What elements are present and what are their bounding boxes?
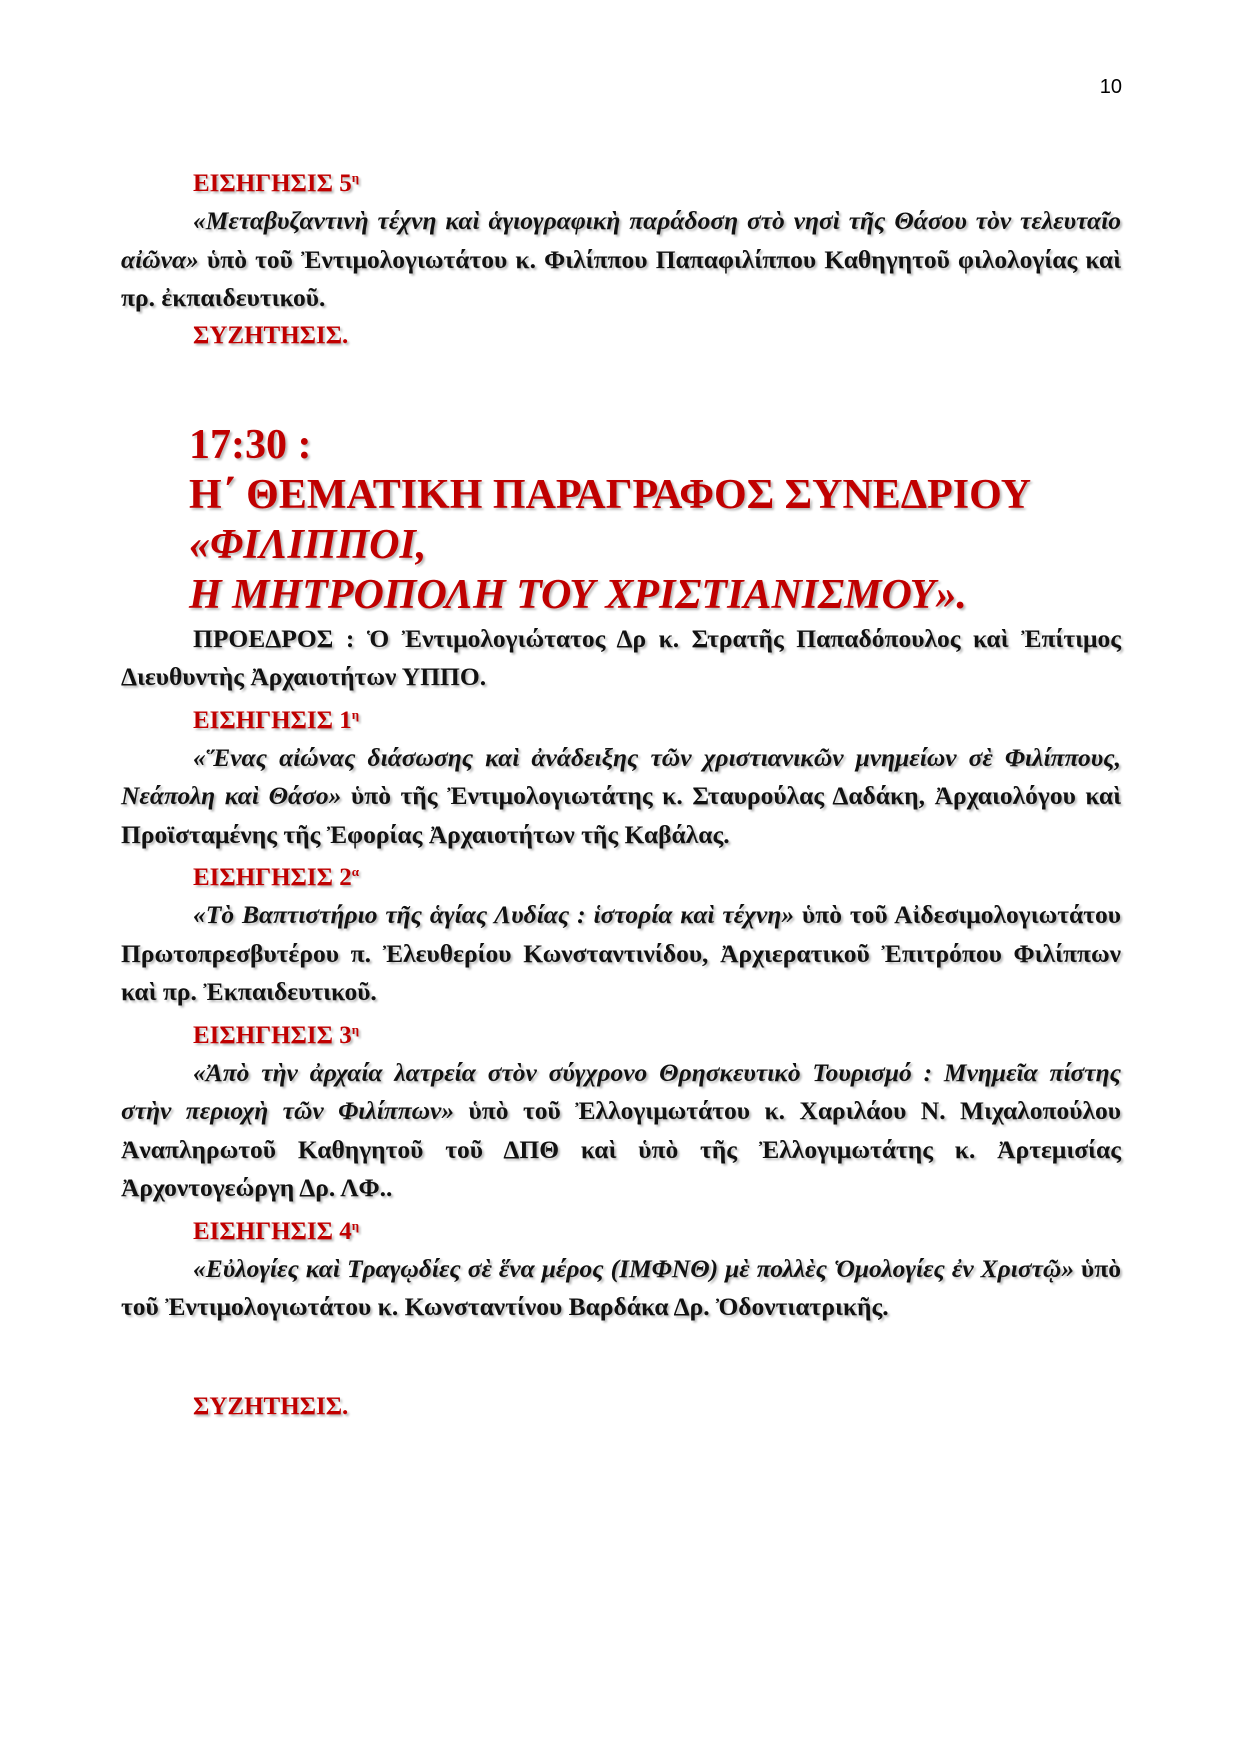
talk-heading-label: ΕΙΣΗΓΗΣΙΣ 5 — [193, 170, 352, 197]
talk-description-4 — [121, 1250, 1121, 1327]
talk-heading-ordinal: η — [351, 706, 360, 722]
page-number: 10 — [1099, 76, 1122, 98]
talk-description-2 — [121, 896, 1121, 1012]
talk-heading-label: ΕΙΣΗΓΗΣΙΣ 4 — [193, 1217, 352, 1245]
session-title-text: Η ΜΗΤΡΟΠΟΛΗ ΤΟΥ ΧΡΙΣΤΙΑΝΙΣΜΟΥ». — [189, 571, 967, 618]
discussion-label-final: ΣΥΖΗΤΗΣΙΣ. — [193, 1392, 349, 1420]
session-title-text: «ΦΙΛΙΠΠΟΙ, — [189, 521, 427, 568]
talk-title: «Ἀπὸ τὴν ἀρχαία λατρεία στὸν σύγχρονο Θρησκευτικὸ Τουρισμό : Μνημεῖα πίστης στὴν περιοχὴ τῶν Φιλίππων» — [121, 1057, 1121, 1125]
talk-heading-label: ΕΙΣΗΓΗΣΙΣ 1 — [193, 706, 352, 734]
talk-speaker: ὑπὸ τοῦ Ἐντιμολογιωτάτου κ. Φιλίππου Παπαφιλίππου Καθηγητοῦ φιλολογίας καὶ πρ. ἐκπαιδευτικοῦ. — [121, 244, 1121, 312]
session-title-line2 — [121, 520, 1121, 570]
talk-heading-label: ΕΙΣΗΓΗΣΙΣ 2 — [193, 864, 352, 891]
talk-title: «Ἕνας αἰώνας διάσωσης καὶ ἀνάδειξης τῶν χριστιανικῶν μνημείων σὲ Φιλίππους, Νεάπολη καὶ Θάσο» — [121, 742, 1121, 810]
talk-description-3 — [121, 1054, 1121, 1208]
talk-heading-ordinal: α — [351, 864, 359, 879]
talk-title: «Μεταβυζαντινὴ τέχνη καὶ ἁγιογραφικὴ παράδοση στὸ νησὶ τῆς Θάσου τὸν τελευταῖο αἰῶνα» — [121, 206, 1121, 274]
session-title-line1: Η΄ ΘΕΜΑΤΙΚΗ ΠΑΡΑΓΡΑΦΟΣ ΣΥΝΕΔΡΙΟΥ — [189, 471, 1032, 518]
session-title-line3 — [121, 570, 1121, 620]
talk-heading-3 — [121, 1012, 1121, 1054]
talk-title: «Εὐλογίες καὶ Τραγῳδίες σὲ ἕνα μέρος (ΙΜΦΝΘ) μὲ πολλὲς Ὁμολογίες ἐν Χριστῷ» — [193, 1253, 1075, 1283]
talk-speaker: ὑπὸ τοῦ Αἰδεσιμολογιωτάτου Πρωτοπρεσβυτέρου π. Ἐλευθερίου Κωνσταντινίδου, Ἀρχιερατικοῦ Ἐπιτρόπου Φιλίππων καὶ πρ. Ἐκπαιδευτικοῦ. — [121, 900, 1121, 1006]
talk-heading-4 — [121, 1208, 1121, 1250]
talk-heading-2 — [121, 854, 1121, 896]
talk-heading-ordinal: η — [351, 1021, 360, 1037]
talk-heading-ordinal: η — [351, 170, 360, 185]
discussion-label: ΣΥΖΗΤΗΣΙΣ. — [193, 321, 349, 349]
talk-heading-label: ΕΙΣΗΓΗΣΙΣ 3 — [193, 1021, 352, 1049]
talk-heading-5 — [121, 160, 1121, 202]
talk-title: «Τὸ Βαπτιστήριο τῆς ἁγίας Λυδίας : ἱστορία καὶ τέχνη» — [193, 900, 795, 929]
talk-speaker: ὑπὸ τῆς Ἐντιμολογιωτάτης κ. Σταυρούλας Δαδάκη, Ἀρχαιολόγου καὶ Προϊσταμένης τῆς Ἐφορίας Ἀρχαιοτήτων τῆς Καβάλας. — [121, 781, 1121, 849]
talk-description-5 — [121, 202, 1121, 318]
talk-speaker: ὑπὸ τοῦ Ἐλλογιμωτάτου κ. Χαριλάου Ν. Μιχαλοπούλου Ἀναπληρωτοῦ Καθηγητοῦ τοῦ ΔΠΘ καὶ ὑπὸ τῆς Ἐλλογιμωτάτης κ. Ἀρτεμισίας Ἀρχοντογεώργη Δρ. ΛΦ.. — [121, 1096, 1121, 1202]
talk-heading-1 — [121, 697, 1121, 739]
talk-description-1 — [121, 739, 1121, 855]
talk-speaker: ὑπὸ τοῦ Ἐντιμολογιωτάτου κ. Κωνσταντίνου Βαρδάκα Δρ. Ὀδοντιατρικῆς. — [121, 1253, 1121, 1321]
page-content — [121, 160, 1121, 1425]
talk-heading-ordinal: η — [351, 1217, 360, 1233]
session-time: 17:30 : — [189, 421, 312, 468]
session-chair: ΠΡΟΕΔΡΟΣ : Ὁ Ἐντιμολογιώτατος Δρ κ. Στρατῆς Παπαδόπουλος καὶ Ἐπίτιμος Διευθυντὴς Ἀρχαιοτήτων ΥΠΠΟ. — [121, 623, 1121, 691]
